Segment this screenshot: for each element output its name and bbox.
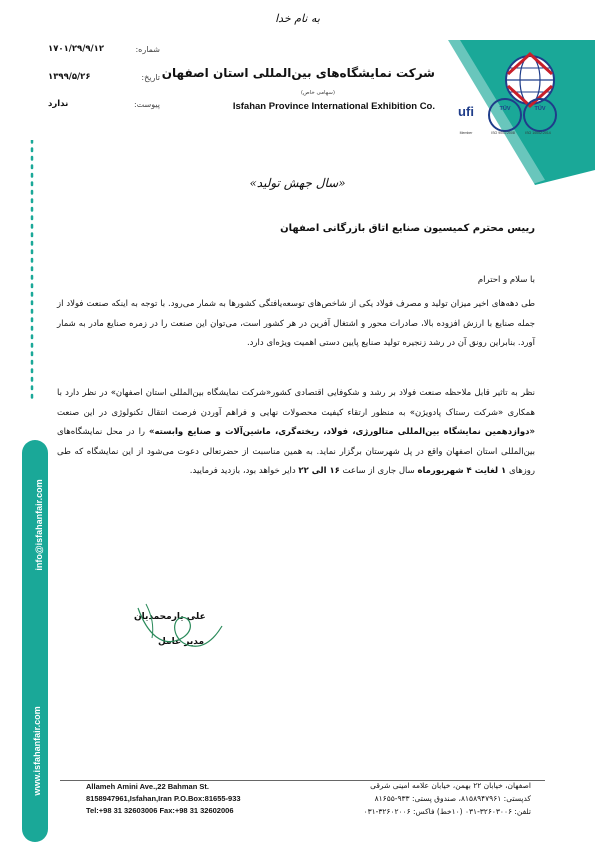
footer-postal-fa: کدپستی: ۸۱۵۸۹۴۷۹۶۱، صندوق پستی: ۹۳۳-۸۱۶۵۵ bbox=[374, 794, 531, 803]
letter-date-row bbox=[48, 71, 160, 85]
footer-postal-en: 8158947961,Isfahan,Iran P.O.Box:81655-933 bbox=[86, 794, 241, 803]
company-name-fa: شرکت نمایشگاه‌های بین‌المللی استان اصفهان bbox=[161, 66, 435, 80]
body-paragraph-2 bbox=[57, 384, 535, 482]
ufi-logo: ufi bbox=[458, 104, 474, 119]
ufi-caption: Member bbox=[459, 131, 473, 135]
side-email: info@isfahanfair.com bbox=[34, 479, 44, 571]
body-paragraph-1: طی دهه‌های اخیر میزان تولید و مصرف فولاد یکی از شاخص‌های توسعه‌یافتگی کشورها به شمار می‌رود. با توجه به اینکه صنعت فولاد از جمله صنایع با ارزش افزوده بالا، صادرات محور و اشتغال آفرین در هر کشور است، می‌توان این صنعت را در زمره صنایع مادر به شمار آورد. بنابراین رونق آن در رشد زنجیره تولید صنایع پایین دستی اهمیت ویژه‌ای دارد. bbox=[57, 299, 535, 348]
signatory-name: علی یارمحمدیان bbox=[134, 612, 206, 622]
date-value: ۱۳۹۹/۵/۲۶ bbox=[48, 72, 91, 82]
handwritten-signature bbox=[118, 596, 228, 656]
salutation: با سلام و احترام bbox=[477, 275, 535, 285]
number-label: شماره: bbox=[135, 45, 160, 54]
exhibition-name: «دوازدهمین نمایشگاه بین‌المللی متالورژی، فولاد، ریخته‌گری، ماشین‌آلات و صنایع وابسته» bbox=[149, 427, 536, 437]
date-label: تاریخ: bbox=[141, 73, 160, 82]
tuv-caption-1: ISO 9001:2008 bbox=[491, 131, 515, 135]
slogan: «سال جهش تولید» bbox=[249, 176, 346, 190]
attachment-label: پیوست: bbox=[133, 100, 160, 109]
footer-address-en: Allameh Amini Ave.,22 Bahman St. bbox=[86, 782, 209, 791]
tuv-label-2: TÜV bbox=[534, 106, 546, 112]
side-website: www.isfahanfair.com bbox=[32, 706, 42, 796]
tuv-label-1: TÜV bbox=[499, 106, 511, 112]
tuv-caption-2: ISO 10002:2014 bbox=[525, 131, 551, 135]
letter-number-row bbox=[48, 43, 160, 57]
letter-attachment-row bbox=[48, 98, 160, 112]
para2-text-3: سال جاری از ساعت bbox=[339, 466, 418, 476]
para2-text-2: را در محل نمایشگاه‌های بین‌المللی استان اصفهان واقع در پل شهرستان برگزار نماید. به همین مناسبت از حضرتعالی دعوت می‌شود از این نمایشگاه که طی روزهای bbox=[57, 427, 535, 476]
para2-text-1: نظر به تاثیر قابل ملاحظه صنعت فولاد بر رشد و شکوفایی اقتصادی کشور«شرکت نمایشگاه بین‌المللی استان اصفهان» در نظر دارد با همکاری «شرکت رستاک پادویژن» به منظور ارتقاء کیفیت محصولات نهایی و فراهم آوردن فرصت انتقال تکنولوژی در این صنعت bbox=[57, 388, 535, 418]
attachment-value: ندارد bbox=[48, 99, 69, 109]
company-name-en: Isfahan Province International Exhibition Co. bbox=[232, 101, 435, 112]
exhibition-dates: ۱ لغایت ۴ شهریورماه bbox=[417, 466, 507, 476]
footer-contact-en: Tel:+98 31 32603006 Fax:+98 31 32602006 bbox=[86, 806, 234, 815]
tuv-iso-9001-badge bbox=[488, 98, 522, 132]
globe-icon bbox=[506, 54, 554, 106]
footer-contact-fa: تلفن: ۳۲۶۰۳۰۰۶-۰۳۱ (۱۰خط) فاکس: ۳۲۶۰۲۰۰۶-۰۳۱ bbox=[363, 807, 531, 816]
page-heading: به نام خدا bbox=[275, 12, 320, 25]
exhibition-hours: ۱۶ الی ۲۲ bbox=[298, 466, 340, 476]
para2-text-4: دایر خواهد بود، بازدید فرمایید. bbox=[189, 466, 299, 476]
footer-address-fa: اصفهان، خیابان ۲۲ بهمن، خیابان علامه امینی شرقی bbox=[370, 781, 531, 790]
tuv-iso-10002-badge bbox=[523, 98, 557, 132]
number-value: ۱۷۰۱/۲۹/۹/۱۲ bbox=[48, 44, 105, 54]
signatory-title: مدیر عامل bbox=[158, 637, 205, 647]
company-subtitle: (سهامی خاص) bbox=[300, 90, 335, 96]
recipient-title: رییس محترم کمیسیون صنایع اتاق بازرگانی اصفهان bbox=[280, 223, 535, 234]
